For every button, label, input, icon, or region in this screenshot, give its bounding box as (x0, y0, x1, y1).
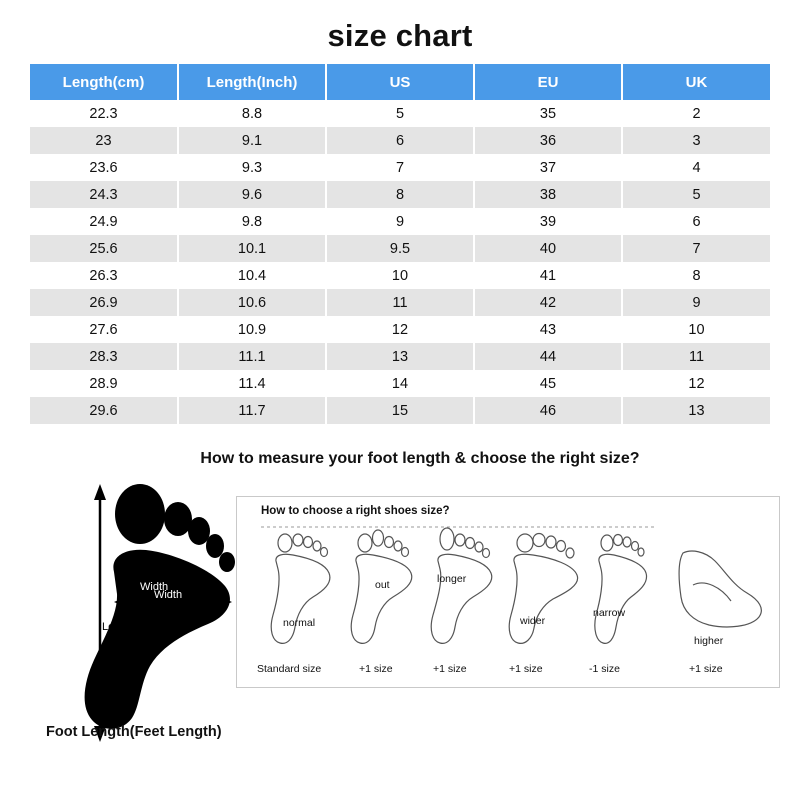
cell-us: 5 (326, 100, 474, 127)
cell-length-inch: 11.7 (178, 397, 326, 424)
cell-length-inch: 10.6 (178, 289, 326, 316)
footprint-svg (22, 474, 252, 746)
cell-length-inch: 10.9 (178, 316, 326, 343)
cell-length-inch: 10.1 (178, 235, 326, 262)
foot-label-out: out (375, 579, 390, 591)
cell-length-cm: 24.9 (30, 208, 178, 235)
cell-uk: 12 (622, 370, 770, 397)
cell-us: 8 (326, 181, 474, 208)
table-row (30, 154, 770, 181)
cell-uk: 8 (622, 262, 770, 289)
cell-uk: 4 (622, 154, 770, 181)
cell-length-cm: 24.3 (30, 181, 178, 208)
cell-eu: 46 (474, 397, 622, 424)
feet-illustration-svg (237, 497, 777, 685)
width-label: Width (140, 581, 169, 593)
cell-uk: 6 (622, 208, 770, 235)
cell-length-inch: 9.8 (178, 208, 326, 235)
cell-length-inch: 9.6 (178, 181, 326, 208)
cell-us: 7 (326, 154, 474, 181)
table-row (30, 100, 770, 127)
page-title: size chart (327, 18, 473, 53)
cell-us: 12 (326, 316, 474, 343)
cell-us: 9 (326, 208, 474, 235)
cell-length-cm: 28.9 (30, 370, 178, 397)
cell-eu: 43 (474, 316, 622, 343)
table-body (30, 100, 770, 424)
cell-us: 13 (326, 343, 474, 370)
table-row (30, 397, 770, 424)
cell-length-inch: 8.8 (178, 100, 326, 127)
cell-uk: 2 (622, 100, 770, 127)
table-row (30, 235, 770, 262)
table-row (30, 208, 770, 235)
cell-eu: 41 (474, 262, 622, 289)
table-row (30, 316, 770, 343)
cell-us: 15 (326, 397, 474, 424)
table-header-row (30, 64, 770, 100)
cell-uk: 7 (622, 235, 770, 262)
cell-us: 11 (326, 289, 474, 316)
cell-length-cm: 23 (30, 127, 178, 154)
footprint-length-label: Length (109, 629, 143, 641)
measure-section (0, 450, 800, 760)
column-header-uk: UK (622, 64, 770, 100)
measure-heading: How to measure your foot length & choose the right size? (200, 450, 640, 467)
foot-label-wider: wider (520, 615, 546, 627)
footprint-width-label: Width (153, 589, 183, 601)
column-header-length-cm: Length(cm) (30, 64, 178, 100)
length-label: Length (102, 621, 136, 633)
size-label-standard: Standard size (257, 663, 322, 675)
foot-label-normal: normal (283, 617, 316, 629)
cell-length-inch: 10.4 (178, 262, 326, 289)
size-label-plus1-b: +1 size (433, 663, 467, 675)
cell-length-inch: 9.3 (178, 154, 326, 181)
cell-uk: 9 (622, 289, 770, 316)
cell-eu: 39 (474, 208, 622, 235)
table-row (30, 370, 770, 397)
cell-length-cm: 26.3 (30, 262, 178, 289)
column-header-length-inch: Length(Inch) (178, 64, 326, 100)
measure-body (0, 474, 800, 749)
cell-eu: 44 (474, 343, 622, 370)
size-label-plus1-c: +1 size (509, 663, 543, 675)
choose-size-panel (236, 496, 780, 688)
cell-length-cm: 28.3 (30, 343, 178, 370)
cell-uk: 11 (622, 343, 770, 370)
size-chart-table (30, 64, 770, 424)
cell-length-cm: 25.6 (30, 235, 178, 262)
size-label-plus1-d: +1 size (689, 663, 723, 675)
cell-us: 6 (326, 127, 474, 154)
cell-eu: 37 (474, 154, 622, 181)
cell-length-inch: 11.4 (178, 370, 326, 397)
cell-length-cm: 27.6 (30, 316, 178, 343)
table-row (30, 181, 770, 208)
size-label-minus1: -1 size (589, 663, 620, 675)
cell-uk: 13 (622, 397, 770, 424)
footprint-diagram (22, 474, 252, 746)
cell-us: 10 (326, 262, 474, 289)
cell-length-cm: 29.6 (30, 397, 178, 424)
cell-uk: 10 (622, 316, 770, 343)
cell-length-inch: 11.1 (178, 343, 326, 370)
size-table-container (0, 64, 800, 424)
foot-label-longer: longer (437, 573, 467, 585)
column-header-us: US (326, 64, 474, 100)
table-row (30, 343, 770, 370)
table-row (30, 262, 770, 289)
cell-eu: 45 (474, 370, 622, 397)
cell-length-cm: 22.3 (30, 100, 178, 127)
table-row (30, 289, 770, 316)
cell-length-cm: 26.9 (30, 289, 178, 316)
cell-us: 9.5 (326, 235, 474, 262)
cell-length-cm: 23.6 (30, 154, 178, 181)
cell-eu: 36 (474, 127, 622, 154)
choose-panel-title: How to choose a right shoes size? (261, 505, 450, 517)
cell-length-inch: 9.1 (178, 127, 326, 154)
cell-uk: 5 (622, 181, 770, 208)
cell-eu: 42 (474, 289, 622, 316)
footprint-caption: Foot Length(Feet Length) (46, 724, 222, 740)
foot-label-higher: higher (694, 635, 724, 647)
cell-us: 14 (326, 370, 474, 397)
cell-eu: 40 (474, 235, 622, 262)
table-row (30, 127, 770, 154)
cell-eu: 38 (474, 181, 622, 208)
size-label-plus1-a: +1 size (359, 663, 393, 675)
cell-eu: 35 (474, 100, 622, 127)
cell-uk: 3 (622, 127, 770, 154)
column-header-eu: EU (474, 64, 622, 100)
foot-label-narrow: narrow (593, 607, 626, 619)
